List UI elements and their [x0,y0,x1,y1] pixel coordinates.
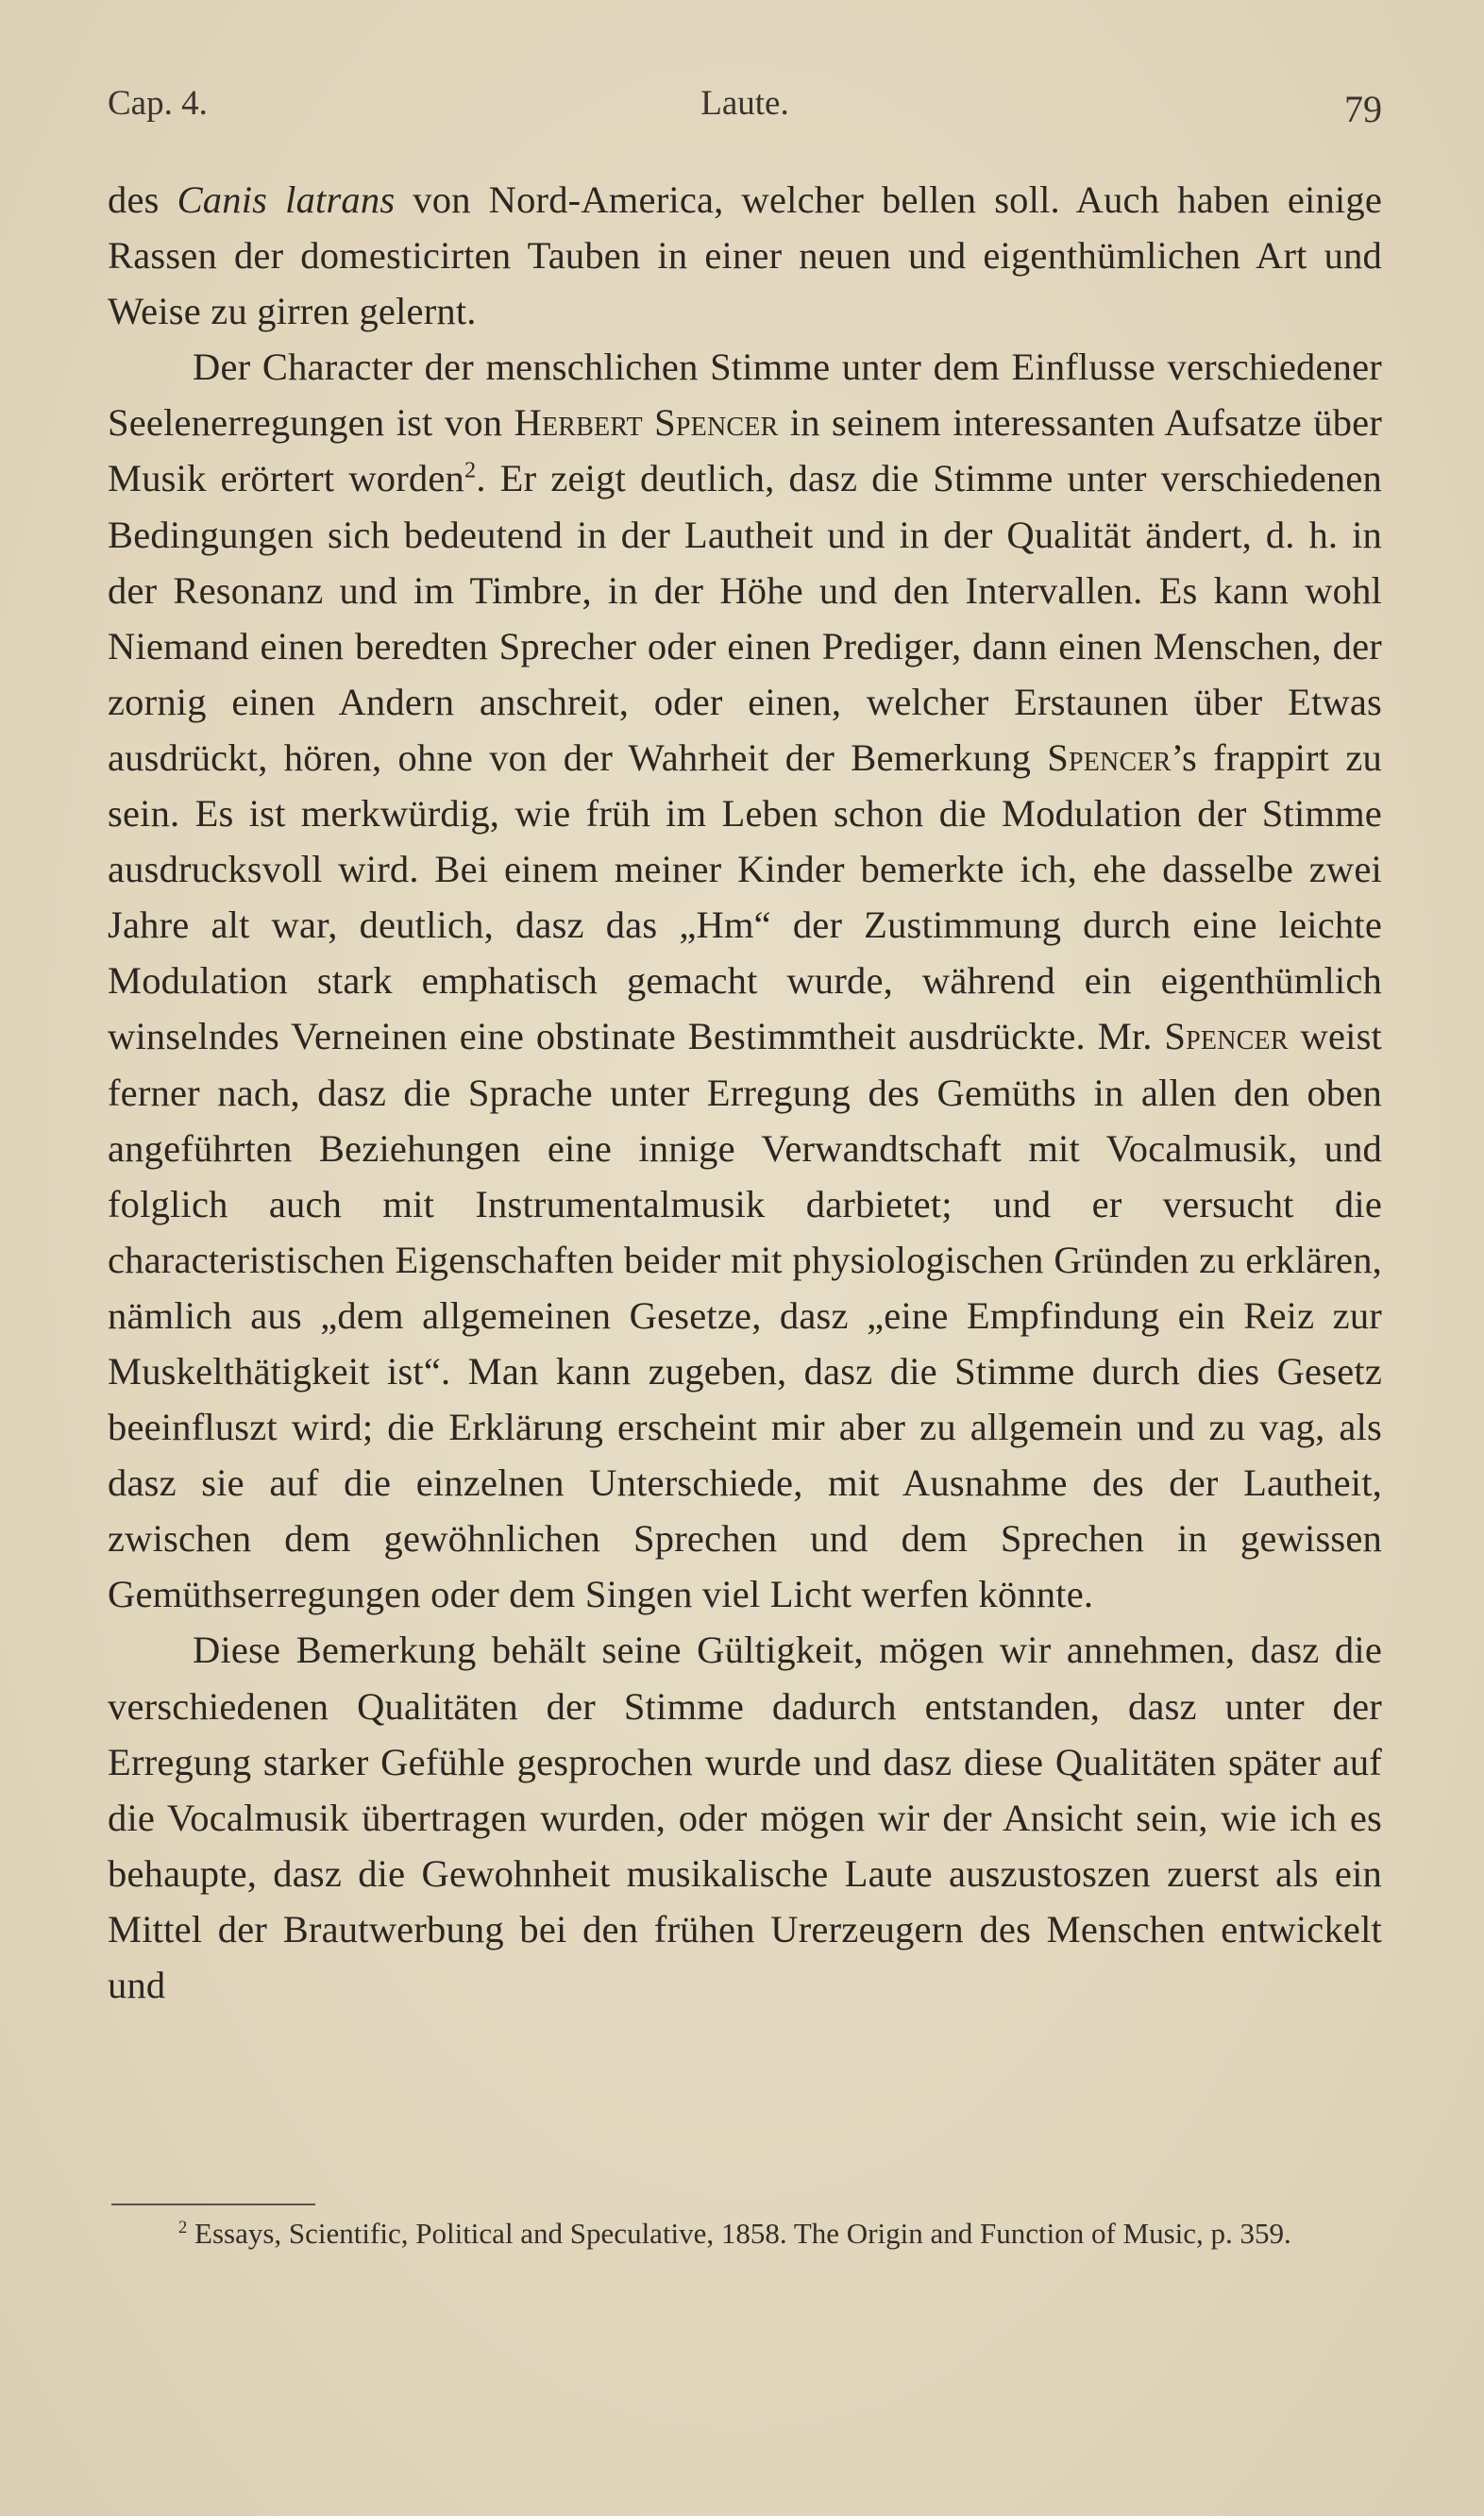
italic-text: Canis latrans [177,178,396,221]
footnote-marker: 2 [178,2217,188,2237]
paragraph [108,172,1382,339]
author-name: Herbert Spencer [514,401,779,445]
text-run: weist ferner nach, dasz die Sprache unter Erregung des Gemüths in allen den oben angeführten Beziehungen eine innige Verwandtschaft mit Vocalmusik, und folglich auch mit Instrumentalmusik darbietet; und er versucht die characteristischen Eigenschaften beider mit physiologischen Gründen zu erklären, nämlich aus „dem allgemeinen Gesetze, dasz „eine Empfindung ein Reiz zur Muskelthätigkeit ist“. Man kann zugeben, dasz die Stimme durch dies Gesetz beeinfluszt wird; die Erklärung erscheint mir aber zu allgemein und zu vag, als dasz sie auf die einzelnen Unterschiede, mit Ausnahme des der Lautheit, zwischen dem gewöhnlichen Sprechen und dem Sprechen in gewissen Gemüthserregungen oder dem Singen viel Licht werfen könnte. [108,1015,1382,1616]
text-run: . Er zeigt deutlich, dasz die Stimme unter verschiedenen Bedingungen sich bedeutend in der Lautheit und in der Qualität ändert, d. h. in der Resonanz und im Timbre, in der Höhe und den Intervallen. Es kann wohl Niemand einen beredten Sprecher oder einen Prediger, dann einen Menschen, der zornig einen Andern anschreit, oder einen, welcher Erstaunen über Etwas ausdrückt, hören, ohne von der Wahrheit der Bemerkung [108,457,1382,779]
text-run: Diese Bemerkung behält seine Gültigkeit, mögen wir annehmen, dasz die verschiedenen Qualitäten der Stimme dadurch entstanden, dasz unter der Erregung starker Gefühle gesprochen wurde und dasz diese Qualitäten später auf die Vocalmusik übertragen wurden, oder mögen wir der Ansicht sein, wie ich es behaupte, dasz die Gewohnheit musikalische Laute auszustoszen zuerst als ein Mittel der Brautwerbung bei den frühen Urerzeugern des Menschen entwickelt und [108,1629,1382,2006]
footnote-text: Essays, Scientific, Political and Speculative, 1858. The Origin and Function of Music, p. 359. [187,2217,1291,2250]
running-title: Laute. [700,84,789,123]
body-text [108,172,1382,2013]
chapter-label: Cap. 4. [108,84,208,123]
footnote-divider [111,2204,315,2205]
text-run: von Nord-America, welcher bellen soll. Auch haben einige Rassen der domesticirten Tauben in einer neuen und eigenthümlichen Art und Weise zu girren gelernt. [108,178,1382,333]
text-run: in seinem interessanten Aufsatze über Musik erörtert worden [108,401,1383,500]
running-header [108,83,1382,130]
page-number: 79 [1344,88,1382,130]
text-run: des [108,178,177,221]
paragraph [108,339,1382,1622]
text-run: ’s frappirt zu sein. Es ist merkwürdig, wie früh im Leben schon die Modulation der Stimme ausdrucksvoll wird. Bei einem meiner Kinder bemerkte ich, ehe dasselbe zwei Jahre alt war, deutlich, dasz das „Hm“ der Zustimmung durch eine leichte Modulation stark emphatisch gemacht wurde, während ein eigenthümlich winselndes Verneinen eine obstinate Bestimmtheit ausdrückte. Mr. [108,735,1383,1058]
paragraph [108,1622,1382,2013]
text-run: Der Character der menschlichen Stimme unter dem Einflusse verschiedener Seelenerregungen ist von [108,346,1382,445]
author-name: Spencer [1047,735,1172,779]
footnote-reference: 2 [464,457,477,483]
footnote-paragraph [108,2211,1382,2255]
author-name: Spencer [1164,1015,1289,1058]
footnote [108,2211,1382,2255]
